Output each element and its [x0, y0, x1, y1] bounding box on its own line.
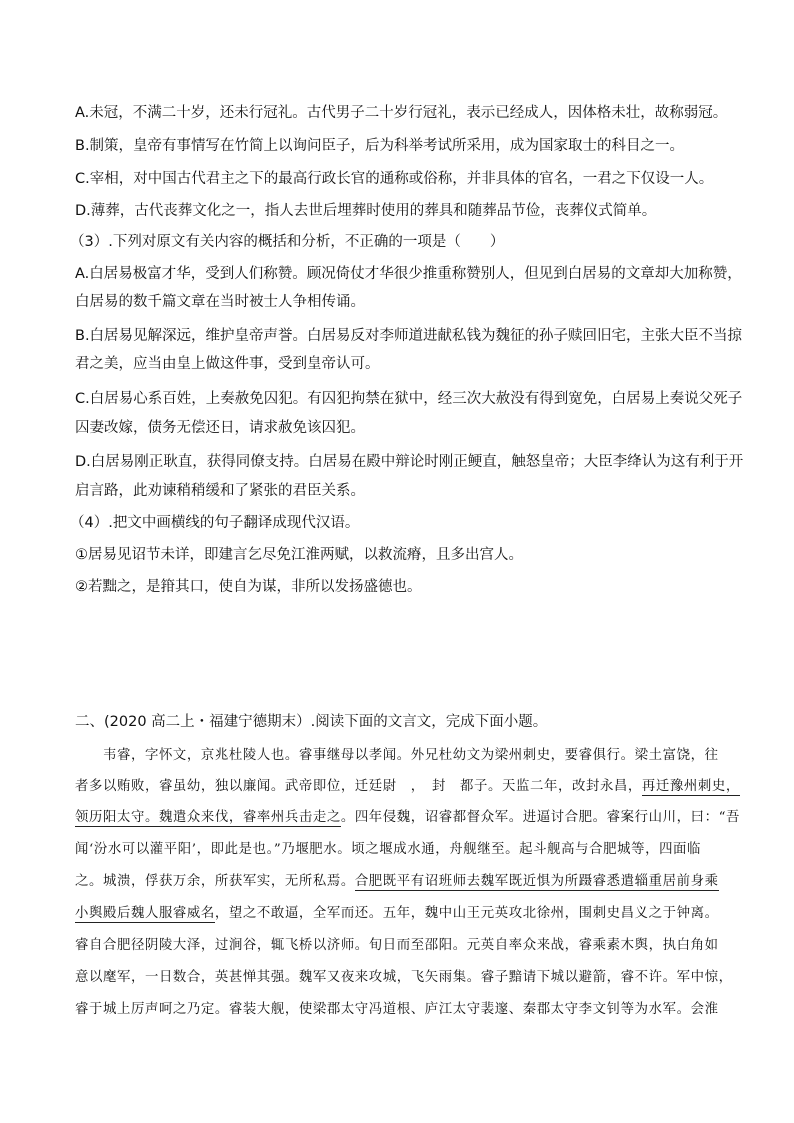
q3-option-c-line2: 囚妻改嫁，债务无偿还日，请求赦免该囚犯。 — [75, 420, 365, 436]
passage-line-2: 者多以贿败，睿虽幼，独以廉闻。武帝即位，迁廷尉 ， 封 都子。天监二年，改封永昌，再迁豫州刺史， — [75, 779, 740, 794]
underlined-sentence: 小舆殿后魏人服睿威名 — [75, 906, 215, 921]
q3-stem: （3）.下列对原文有关内容的概括和分析，不正确的一项是（ ） — [70, 234, 505, 250]
q3-option-b-line1: B.白居易见解深远，维护皇帝声誉。白居易反对李师道进献私钱为魏征的孙子赎回旧宅，主张大臣不当掠 — [75, 328, 743, 344]
q3-option-d-line1: D.白居易刚正耿直，获得同僚支持。白居易在殿中辩论时刚正鲠直，触怒皇帝；大臣李绛认为这有利于开 — [75, 454, 744, 470]
q2-option-b: B.制策，皇帝有事情写在竹简上以询问臣子，后为科举考试所采用，成为国家取士的科目之一。 — [75, 138, 685, 154]
passage-line-5: 之。城溃，俘获万余，所获军实，无所私焉。合肥既平有诏班师去魏军既近惧为所蹑睿悉遣辎重居前身乘 — [75, 874, 719, 889]
q3-option-a-line1: A.白居易极富才华，受到人们称赞。顾况倚仗才华很少推重称赞别人，但见到白居易的文章却大加称赞， — [75, 266, 742, 282]
passage-line-4: 闻‘汾水可以灌平阳’，即此是也。”乃堰肥水。顷之堰成水通，舟舰继至。起斗舰高与合肥城等，四面临 — [75, 842, 702, 857]
passage-line-6: 小舆殿后魏人服睿威名，望之不敢逼，全军而还。五年，魏中山王元英攻北徐州，围刺史昌义之于钟离。 — [75, 906, 719, 921]
q3-option-a-line2: 白居易的数千篇文章在当时被士人争相传诵。 — [75, 294, 365, 310]
passage-line-8: 意以麾军，一日数合，英甚惮其强。魏军又夜来攻城，飞矢雨集。睿子黯请下城以避箭，睿不许。军中惊， — [75, 970, 733, 985]
passage-line-1: 韦睿，字怀文，京兆杜陵人也。睿事继母以孝闻。外兄杜幼文为梁州刺史，要睿俱行。梁土富饶，往 — [75, 748, 719, 763]
q2-option-c: C.宰相，对中国古代君主之下的最高行政长官的通称或俗称，并非具体的官名，一君之下仅设一人。 — [75, 171, 714, 187]
q4-item-1: ①居易见诏节未详，即建言乞尽免江淮两赋，以救流瘠，且多出宫人。 — [75, 547, 523, 563]
section2-header: 二、(2020 高二上・福建宁德期末）.阅读下面的文言文，完成下面小题。 — [75, 714, 548, 730]
underlined-sentence: 领历阳太守。魏遣众来伐，睿率州兵击走之 — [75, 810, 341, 825]
underlined-sentence: 合肥既平有诏班师去魏军既近惧为所蹑睿悉遣辎重居前身乘 — [354, 874, 719, 889]
passage-line-7: 睿自合肥径阴陵大泽，过涧谷，辄飞桥以济师。旬日而至邵阳。元英自率众来战，睿乘素木舆，执白角如 — [75, 938, 719, 953]
passage-line-3: 领历阳太守。魏遣众来伐，睿率州兵击走之。四年侵魏，诏睿都督众军。进逼讨合肥。睿案行山川，曰：“吾 — [75, 810, 741, 825]
q3-option-d-line2: 启言路，此劝谏稍稍缓和了紧张的君臣关系。 — [75, 483, 365, 499]
passage-line-9: 睿于城上厉声呵之乃定。睿装大舰，使梁郡太守冯道根、庐江太守裴邃、秦郡太守李文钊等为水军。会淮 — [75, 1002, 719, 1017]
q2-option-d: D.薄葬，古代丧葬文化之一，指人去世后埋葬时使用的葬具和随葬品节俭，丧葬仪式简单。 — [75, 203, 657, 219]
underlined-sentence: 再迁豫州刺史， — [641, 779, 740, 794]
q4-stem: （4）.把文中画横线的句子翻译成现代汉语。 — [70, 515, 360, 531]
q2-option-a: A.未冠，不满二十岁，还未行冠礼。古代男子二十岁行冠礼，表示已经成人，因体格未壮，故称弱冠。 — [75, 105, 728, 121]
q4-item-2: ②若黜之，是箝其口，使自为谋，非所以发扬盛德也。 — [75, 579, 422, 595]
q3-option-c-line1: C.白居易心系百姓，上奏赦免囚犯。有囚犯拘禁在狱中，经三次大赦没有得到宽免，白居易上奏说父死子 — [75, 391, 743, 407]
q3-option-b-line2: 君之美，应当由皇上做这件事，受到皇帝认可。 — [75, 356, 380, 372]
